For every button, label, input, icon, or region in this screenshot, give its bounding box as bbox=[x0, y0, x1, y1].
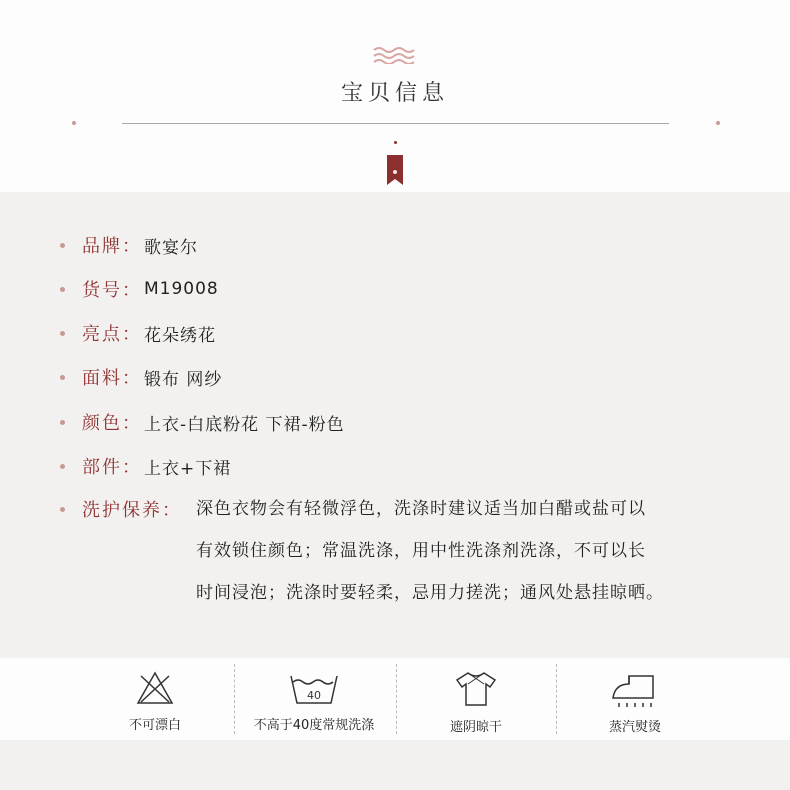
bullet-dot bbox=[60, 420, 65, 425]
care-icon-no-bleach bbox=[100, 658, 210, 740]
spec-row-item-no bbox=[60, 274, 219, 304]
care-caption: 不高于40度常规洗涤 bbox=[253, 718, 375, 733]
care-icon-wash-40 bbox=[238, 658, 390, 740]
spec-label: 品牌： bbox=[82, 236, 142, 257]
icon-divider bbox=[556, 664, 557, 734]
care-caption: 蒸汽熨烫 bbox=[608, 720, 661, 735]
section-header bbox=[0, 0, 790, 192]
wave-ornament-icon bbox=[372, 46, 420, 64]
spec-row-color bbox=[60, 407, 345, 437]
bullet-dot bbox=[60, 331, 65, 336]
no-bleach-icon bbox=[135, 670, 175, 706]
care-line: 有效锁住颜色；常温洗涤，用中性洗涤剂洗涤，不可以长 bbox=[196, 541, 646, 561]
shade-dry-icon bbox=[454, 670, 498, 708]
decor-dot-right bbox=[716, 121, 720, 125]
icon-divider bbox=[234, 664, 235, 734]
spec-label: 面料： bbox=[82, 368, 142, 389]
wash-40-icon bbox=[288, 670, 340, 706]
care-icon-shade-dry bbox=[400, 658, 552, 740]
title-divider bbox=[122, 123, 669, 124]
care-line: 深色衣物会有轻微浮色，洗涤时建议适当加白醋或盐可以 bbox=[196, 499, 646, 519]
spec-row-fabric bbox=[60, 362, 222, 392]
spec-value: M19008 bbox=[144, 279, 219, 299]
spec-row-brand bbox=[60, 230, 198, 260]
decor-dot-center bbox=[394, 141, 397, 144]
care-line: 时间浸泡；洗涤时要轻柔，忌用力搓洗；通风处悬挂晾晒。 bbox=[196, 583, 664, 603]
bullet-dot bbox=[60, 375, 65, 380]
spec-value: 花朵绣花 bbox=[144, 325, 216, 346]
spec-label: 亮点： bbox=[82, 324, 142, 345]
spec-value: 上衣-白底粉花 下裙-粉色 bbox=[144, 414, 345, 435]
wash-temp-label: 40 bbox=[307, 689, 321, 702]
care-caption: 遮阴晾干 bbox=[449, 720, 502, 735]
care-row bbox=[60, 494, 182, 524]
care-icon-strip bbox=[0, 658, 790, 740]
section-title: 宝贝信息 bbox=[340, 81, 449, 106]
bullet-dot bbox=[60, 243, 65, 248]
spec-label: 部件： bbox=[82, 457, 142, 478]
spec-row-parts bbox=[60, 451, 231, 481]
bullet-dot bbox=[60, 507, 65, 512]
care-icon-steam-iron bbox=[560, 658, 710, 740]
bullet-dot bbox=[60, 464, 65, 469]
care-caption: 不可漂白 bbox=[128, 718, 181, 733]
spec-label: 颜色： bbox=[82, 413, 142, 434]
care-label: 洗护保养： bbox=[82, 500, 182, 521]
icon-divider bbox=[396, 664, 397, 734]
spec-row-highlight bbox=[60, 318, 216, 348]
spec-value: 锻布 网纱 bbox=[144, 369, 223, 390]
spec-value: 上衣+下裙 bbox=[144, 458, 232, 479]
bullet-dot bbox=[60, 287, 65, 292]
bookmark-tag-icon bbox=[387, 155, 403, 185]
care-instructions bbox=[196, 494, 766, 614]
decor-dot-left bbox=[72, 121, 76, 125]
steam-iron-icon bbox=[609, 670, 661, 708]
spec-label: 货号： bbox=[82, 280, 142, 301]
spec-value: 歌宴尔 bbox=[144, 237, 198, 258]
